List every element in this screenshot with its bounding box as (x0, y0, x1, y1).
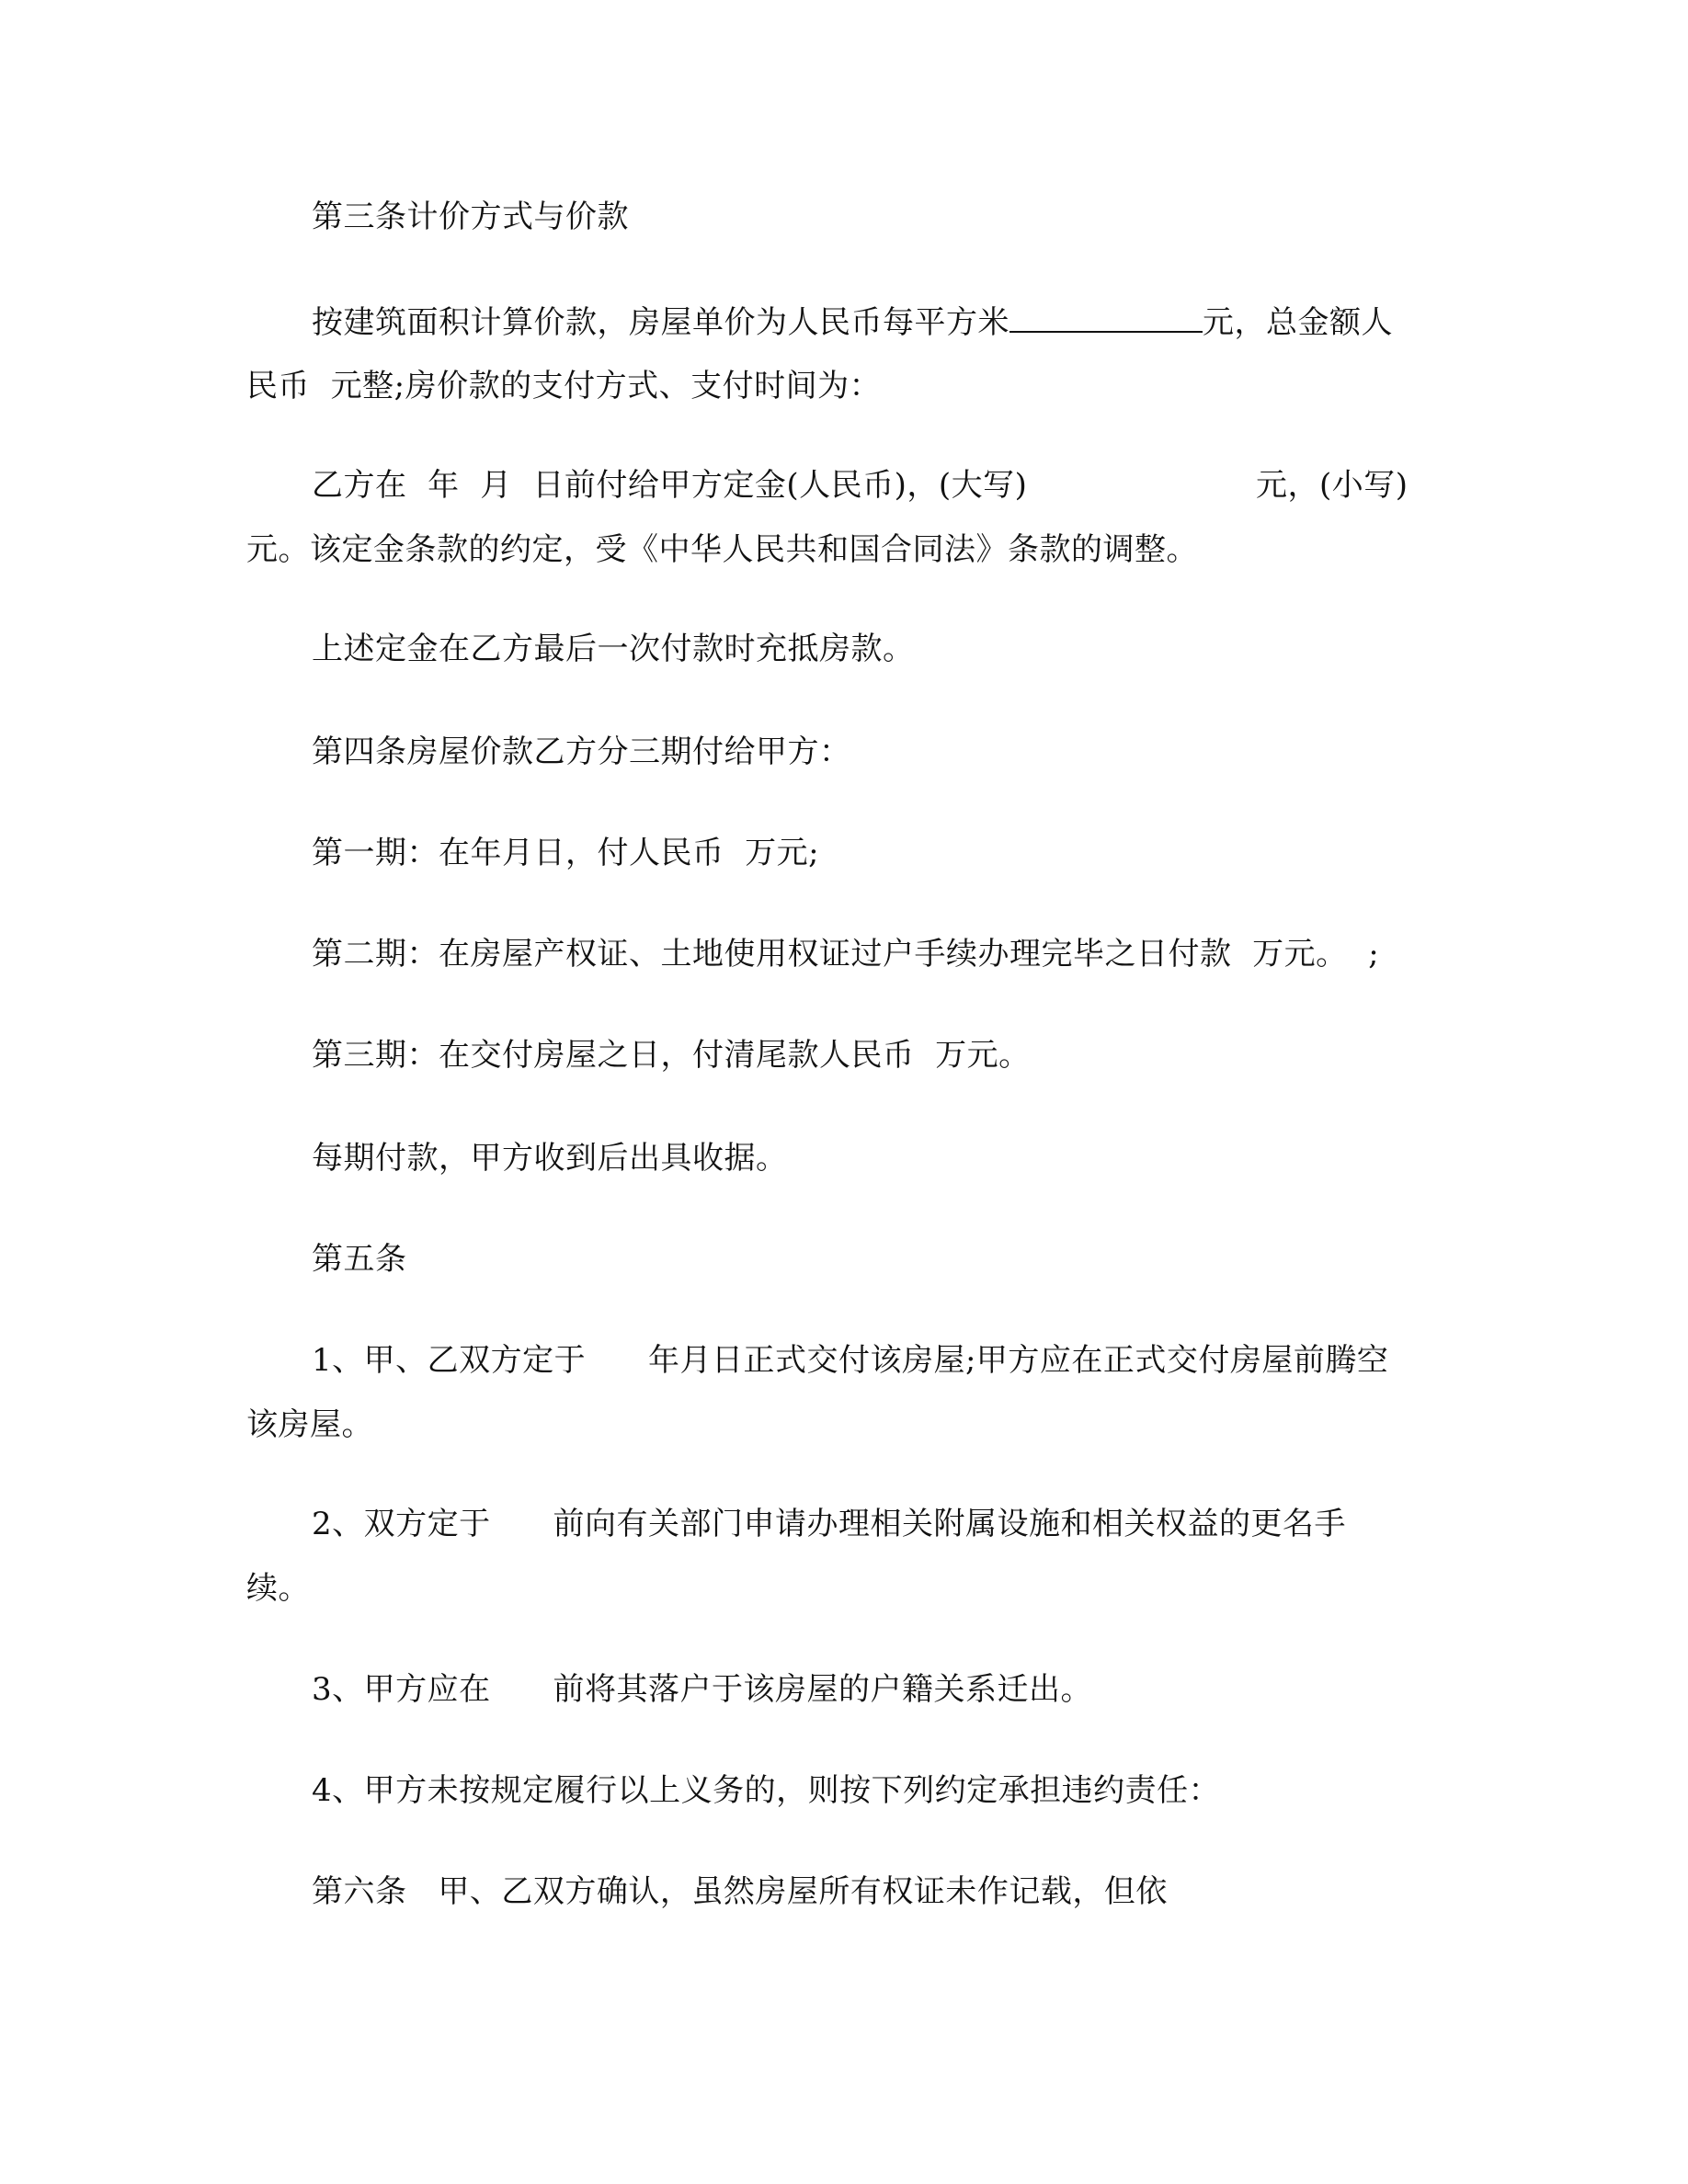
article-5-item-1-line-2: 该房屋。 (246, 1406, 373, 1443)
article-4-payment-3: 第三期：在交付房屋之日，付清尾款人民币 万元。 (312, 1037, 1031, 1074)
text-segment: 元，总金额人 (1203, 304, 1393, 341)
article-4-payment-2: 第二期：在房屋产权证、土地使用权证过户手续办理完毕之日付款 万元。 ; (312, 936, 1380, 973)
article-4-payment-1: 第一期：在年月日，付人民币 万元; (312, 835, 820, 871)
fill-blank-unit-price (1009, 303, 1203, 333)
article-3-paragraph-3: 上述定金在乙方最后一次付款时充抵房款。 (312, 631, 915, 667)
article-4-title: 第四条房屋价款乙方分三期付给甲方： (312, 734, 851, 770)
article-3-paragraph-1-line-1 (312, 303, 1393, 341)
article-5-item-2-line-1: 2、双方定于 前向有关部门申请办理相关附属设施和相关权益的更名手 (312, 1506, 1346, 1542)
article-5-title: 第五条 (312, 1241, 407, 1278)
article-3-paragraph-2-line-1: 乙方在 年 月 日前付给甲方定金(人民币)，(大写) (312, 467, 1028, 504)
article-6-paragraph-1: 第六条 甲、乙双方确认，虽然房屋所有权证未作记载，但依 (312, 1873, 1168, 1910)
text-segment: 按建筑面积计算价款，房屋单价为人民币每平方米 (312, 304, 1009, 341)
article-5-item-2-line-2: 续。 (246, 1570, 310, 1607)
article-5-item-1-line-1: 1、甲、乙双方定于 年月日正式交付该房屋;甲方应在正式交付房屋前腾空 (312, 1342, 1389, 1379)
article-3-paragraph-2-line-2: 元。该定金条款的约定，受《中华人民共和国合同法》条款的调整。 (246, 531, 1198, 568)
article-5-item-4: 4、甲方未按规定履行以上义务的，则按下列约定承担违约责任： (312, 1772, 1221, 1809)
article-3-paragraph-1-line-2: 民币 元整;房价款的支付方式、支付时间为： (246, 368, 882, 404)
article-5-item-3: 3、甲方应在 前将其落户于该房屋的户籍关系迁出。 (312, 1671, 1092, 1708)
article-4-receipt-note: 每期付款，甲方收到后出具收据。 (312, 1140, 788, 1177)
article-3-paragraph-2-line-1-end: 元，(小写) (1256, 467, 1409, 504)
article-3-title: 第三条计价方式与价款 (312, 199, 629, 235)
